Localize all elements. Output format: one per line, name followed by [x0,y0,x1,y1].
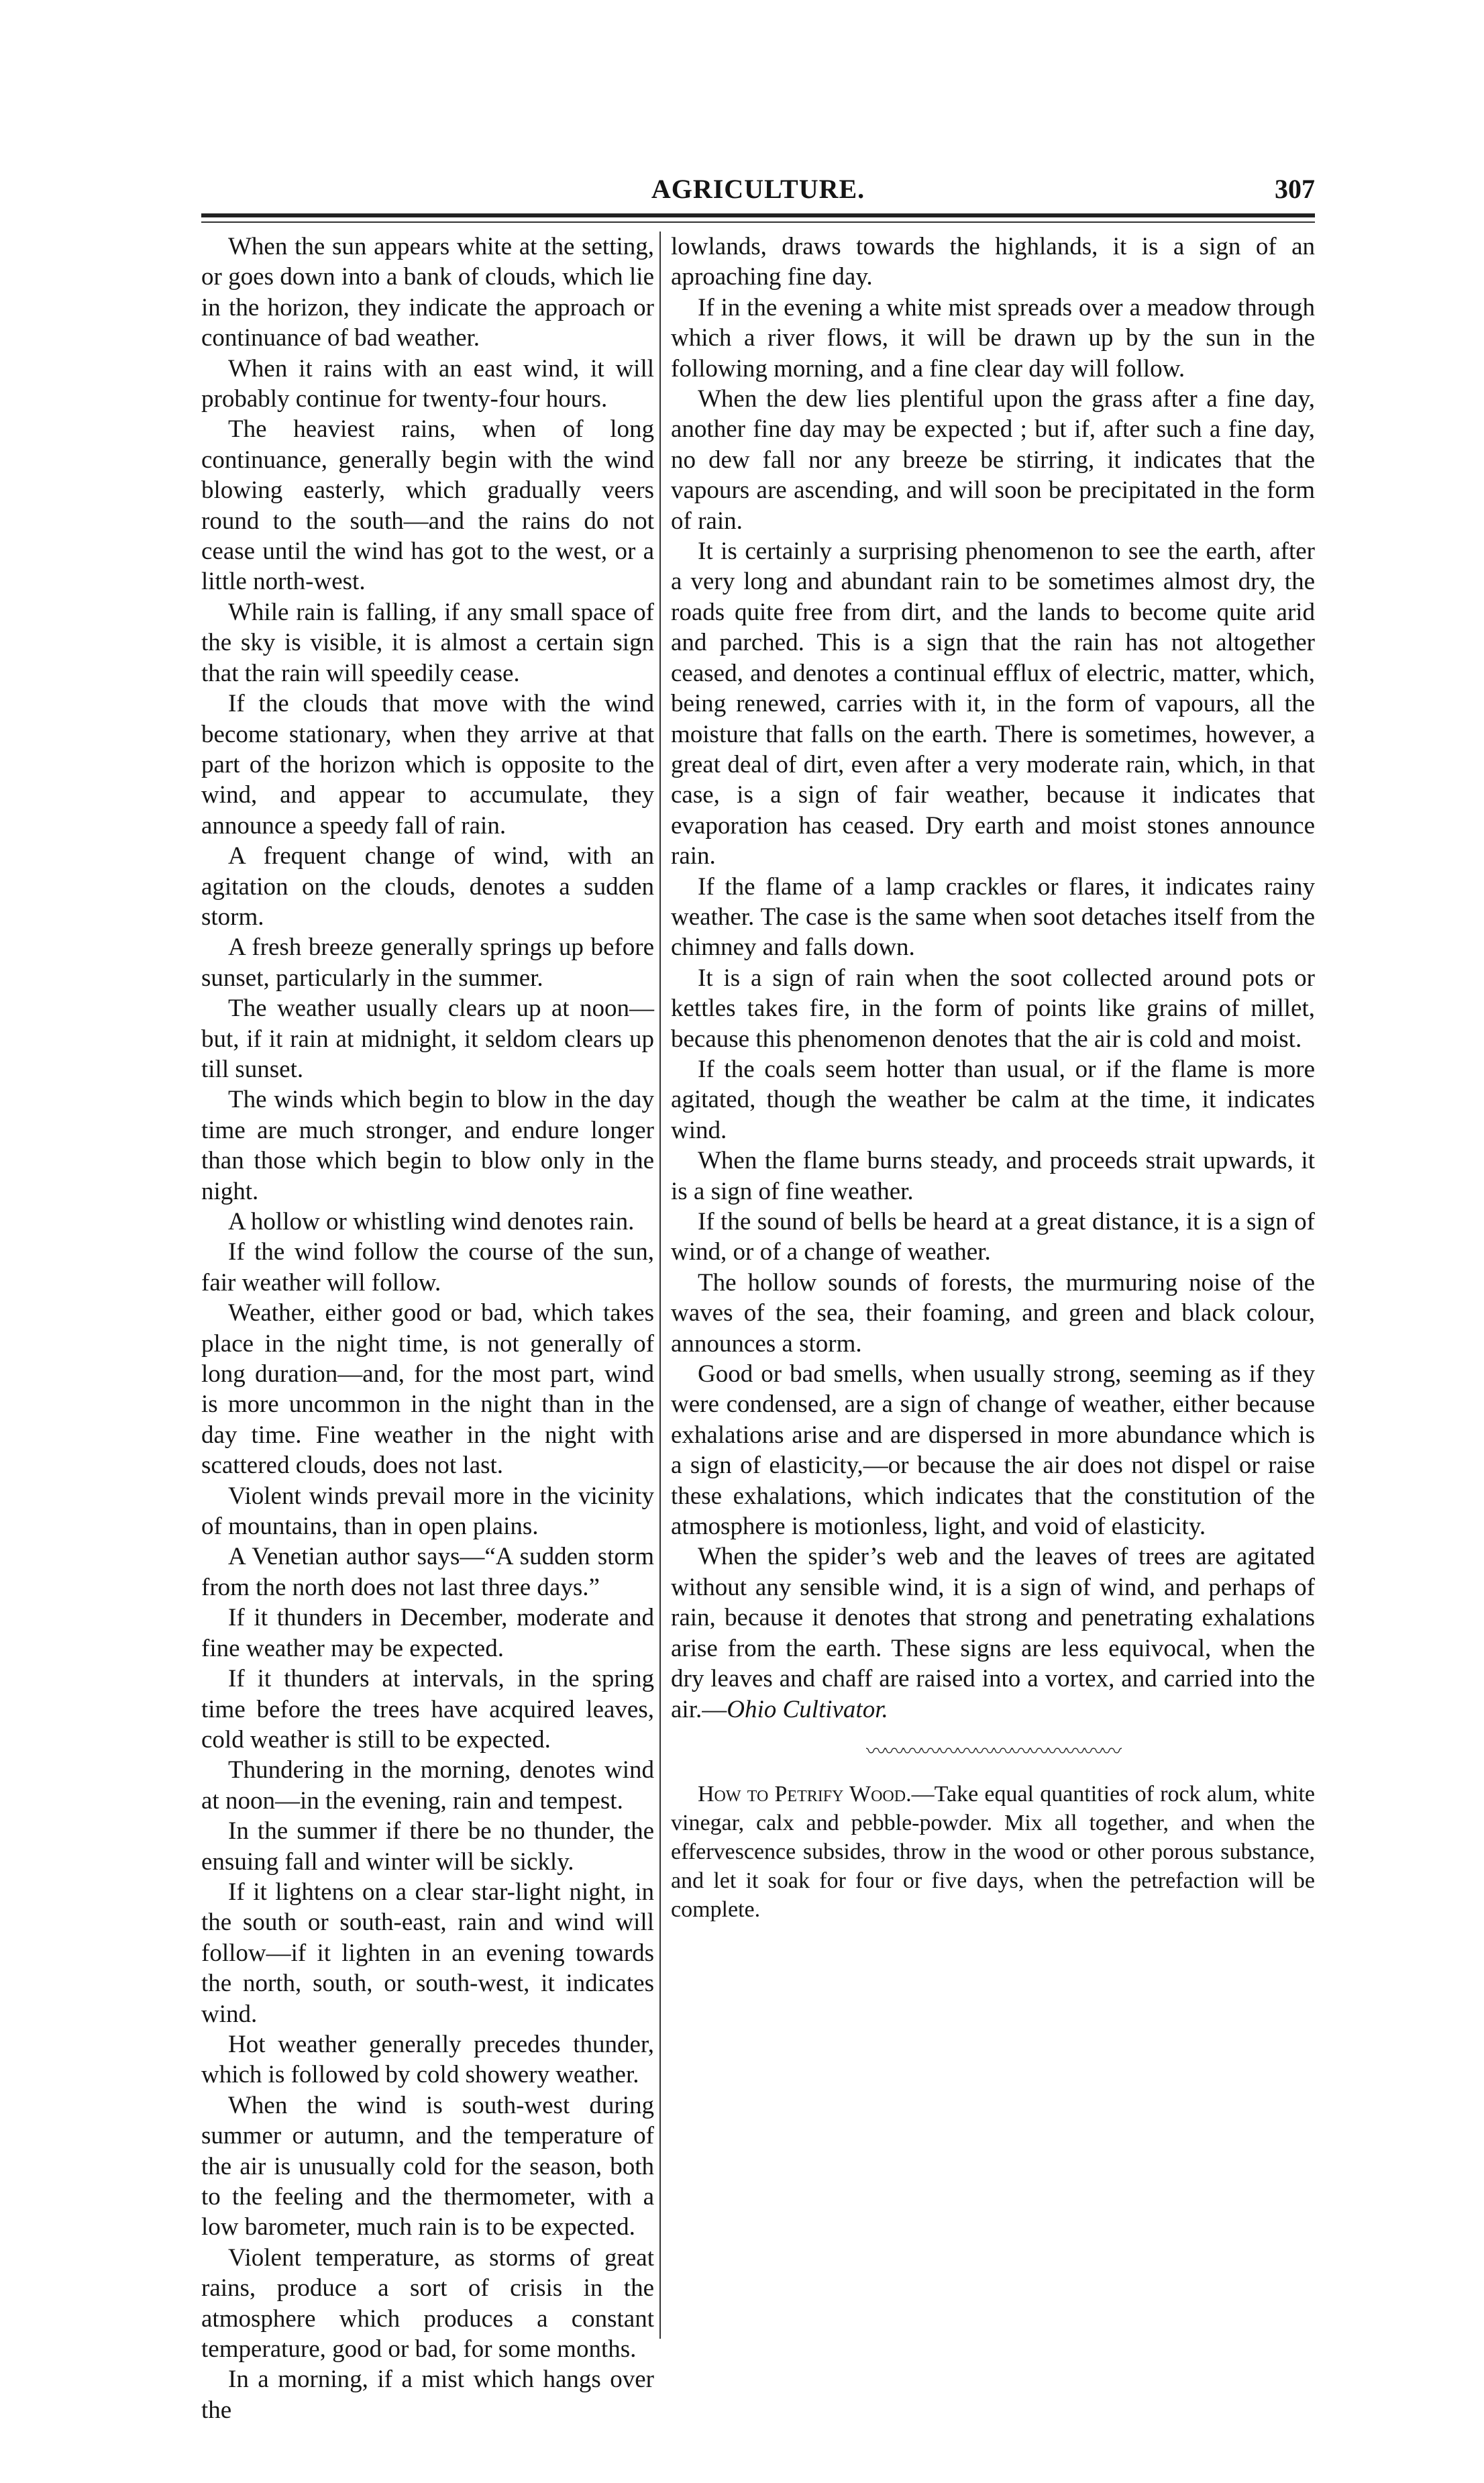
paragraph [671,1541,1315,1724]
paragraph: Weather, either good or bad, which takes place in the night time, is not generally of long duration—and, for the most part, wind is more uncommon in the night than in the day time. Fine weather in the night with scattered clouds, does not last. [201,1299,654,1480]
right-column [671,232,1315,1924]
paragraph: When the dew lies plentiful upon the grass after a fine day, another fine day may be expected ; but if, after such a fine day, no dew fall nor any breeze be stirring, it indicates that the vapours are ascending, and will soon be precipitated in the form of rain. [671,385,1315,535]
paragraph: It is a sign of rain when the soot collected around pots or kettles takes fire, in the form of points like grains of millet, because this phenomenon denotes that the air is cold and moist. [671,964,1315,1053]
paragraph: The heaviest rains, when of long continuance, generally begin with the wind blowing easterly, which gradually veers round to the south—and the rains do not cease until the wind has got to the west, or a little north-west. [201,415,654,596]
paragraph: While rain is falling, if any small space of the sky is visible, it is almost a certain sign that the rain will speedily cease. [201,598,654,687]
paragraph: A fresh breeze generally springs up before sunset, particularly in the summer. [201,933,654,992]
section-title: AGRICULTURE. [651,174,865,204]
paragraph: The winds which begin to blow in the day time are much stronger, and endure longer than those which begin to blow only in the night. [201,1086,654,1205]
notice-body: —Take equal quantities of rock alum, white vinegar, calx and pebble-powder. Mix all together, and when the effervescence subsides, throw in the wood or other porous substance, and let it soak for four or five days, when the petrefaction will be complete. [671,1781,1315,1922]
notice-paragraph [671,1780,1315,1924]
paragraph-text: When the spider’s web and the leaves of trees are agitated without any sensible wind, it is a sign of wind, and perhaps of rain, because it denotes that strong and penetrating exhalations arise from the earth. These signs are less equivocal, when the dry leaves and chaff are raised into a vortex, and carried into the air.— [671,1543,1315,1723]
paragraph: A hollow or whistling wind denotes rain. [228,1208,635,1235]
paragraph: When it rains with an east wind, it will probably continue for twenty-four hours. [201,354,654,413]
paragraph: Good or bad smells, when usually strong, seeming as if they were condensed, are a sign of change of weather, either because exhalations arise and are dispersed in more abundance which is a sign of elasticity,—or because the air does not dispel or raise these exhalations, which indicates that the constitution of the atmosphere is motionless, light, and void of elasticity. [671,1360,1315,1541]
paragraph: Violent temperature, as storms of great rains, produce a sort of crisis in the atmosphere which produces a constant temperature, good or bad, for some months. [201,2243,654,2364]
paragraph: In the summer if there be no thunder, the ensuing fall and winter will be sickly. [201,1817,654,1876]
paragraph: The weather usually clears up at noon—but, if it rain at midnight, it seldom clears up till sunset. [201,995,654,1083]
paragraph: If it lightens on a clear star-light night, in the south or south-east, rain and wind will follow—if it lighten in an evening towards the north, south, or south-west, it indicates wind. [201,1878,654,2028]
paragraph: If the clouds that move with the wind become stationary, when they arrive at that part of the horizon which is opposite to the wind, and appear to accumulate, they announce a speedy fall of rain. [201,690,654,840]
paragraph: When the flame burns steady, and proceeds strait upwards, it is a sign of fine weather. [671,1147,1315,1205]
paragraph: If the coals seem hotter than usual, or if the flame is more agitated, though the weather be calm at the time, it indicates wind. [671,1055,1315,1144]
paragraph: Hot weather generally precedes thunder, which is followed by cold showery weather. [201,2030,654,2089]
notice-title: How to Petrify Wood. [698,1781,912,1807]
paragraph: Violent winds prevail more in the vicinity of mountains, than in open plains. [201,1482,654,1541]
paragraph: If in the evening a white mist spreads over a meadow through which a river flows, it will be drawn up by the sun in the following morning, and a fine clear day will follow. [671,293,1315,383]
paragraph: A frequent change of wind, with an agitation on the clouds, denotes a sudden storm. [201,842,654,931]
page-number: 307 [1275,174,1315,204]
paragraph: When the wind is south-west during summer or autumn, and the temperature of the air is unusually cold for the season, both to the feeling and the thermometer, with a low barometer, much rain is to be expected. [201,2091,654,2241]
paragraph: If it thunders at intervals, in the spring time before the trees have acquired leaves, cold weather is still to be expected. [201,1665,654,1754]
paragraph: If the flame of a lamp crackles or flares, it indicates rainy weather. The case is the same when soot detaches itself from the chimney and falls down. [671,872,1315,962]
paragraph: If it thunders in December, moderate and fine weather may be expected. [201,1604,654,1662]
paragraph: A Venetian author says—“A sudden storm from the north does not last three days.” [201,1543,654,1601]
header-rule-thin [201,221,1315,223]
paragraph: Thundering in the morning, denotes wind at noon—in the evening, rain and tempest. [201,1756,654,1815]
paragraph: In a morning, if a mist which hangs over the [201,2366,654,2424]
paragraph-continued: lowlands, draws towards the highlands, it is a sign of an aproaching fine day. [671,233,1315,291]
column-divider [659,232,661,2339]
source-credit: Ohio Cultivator. [727,1695,888,1723]
paragraph: If the sound of bells be heard at a great distance, it is a sign of wind, or of a change of weather. [671,1208,1315,1266]
paragraph: It is certainly a surprising phenomenon to see the earth, after a very long and abundant rain to be sometimes almost dry, the roads quite free from dirt, and the lands to become quite arid and parched. This is a sign that the rain has not altogether ceased, and denotes a continual efflux of electric, matter, which, being renewed, carries with it, in the form of vapours, all the moisture that falls on the earth. There is sometimes, however, a great deal of dirt, even after a very moderate rain, which, in that case, is a sign of fair weather, because it indicates that evaporation has ceased. Dry earth and moist stones announce rain. [671,538,1315,870]
paragraph: The hollow sounds of forests, the murmuring noise of the waves of the sea, their foaming, and green and black colour, announces a storm. [671,1268,1315,1358]
left-column [201,232,654,2425]
paragraph: If the wind follow the course of the sun, fair weather will follow. [201,1238,654,1297]
header-rule-thick [201,213,1315,217]
paragraph: When the sun appears white at the setting, or goes down into a bank of clouds, which lie in the horizon, they indicate the approach or continuance of bad weather. [201,233,654,352]
section-ornament: 〰〰〰〰〰〰〰〰〰〰〰〰〰〰 [866,1740,1120,1763]
page-header [201,169,1315,209]
